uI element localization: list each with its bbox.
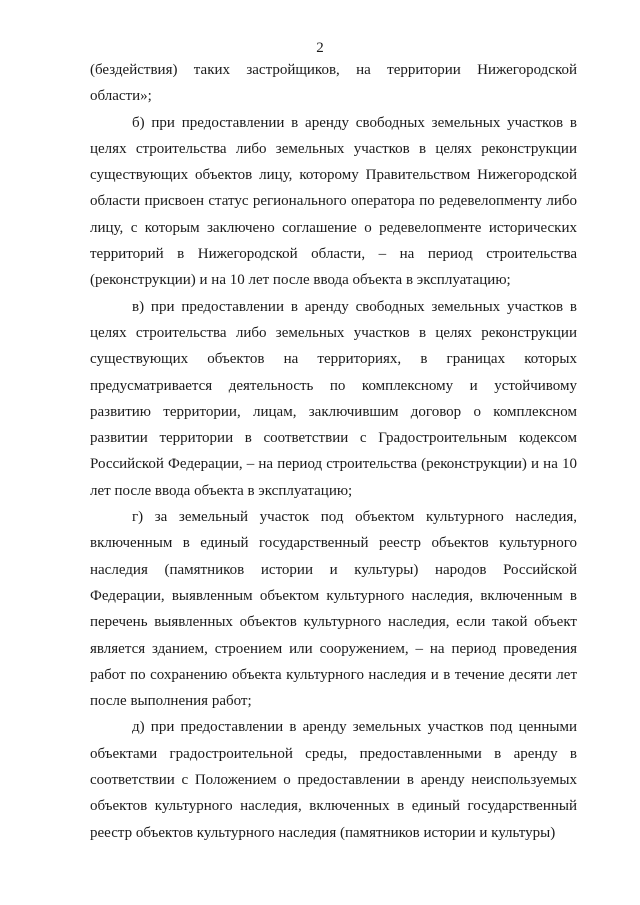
paragraph-item-d: д) при предоставлении в аренду земельных участков под ценными объектами градостроительной среды, предоставленными в аренду в соответствии с Положением о предоставлении в аренду неиспользуемых объектов культурного наследия, включенных в единый государственный реестр объектов культурного наследия (памятников истории и культуры) [90, 719, 577, 841]
paragraph-item-v: в) при предоставлении в аренду свободных земельных участков в целях строительства либо земельных участков в целях реконструкции существующих объектов на территориях, в границах которых предусматривается деятельность по комплексному и устойчивому развитию территории, лицам, заключившим договор о комплексном развитии территории в соответствии с Градостроительным кодексом Российской Федерации, – на период строительства (реконструкции) и на 10 лет после ввода объекта в эксплуатацию; [90, 298, 577, 499]
paragraph-item-g: г) за земельный участок под объектом культурного наследия, включенным в единый государственный реестр объектов культурного наследия (памятников истории и культуры) народов Российской Федерации, выявленным объектом культурного наследия, включенным в перечень выявленных объектов культурного наследия, если такой объект является зданием, строением или сооружением, – на период проведения работ по сохранению объекта культурного наследия и в течение десяти лет после выполнения работ; [90, 509, 577, 710]
paragraph-continuation: (бездействия) таких застройщиков, на территории Нижегородской области»; [90, 62, 577, 105]
paragraph-item-b: б) при предоставлении в аренду свободных земельных участков в целях строительства либо земельных участков в целях реконструкции существующих объектов лицу, которому Правительством Нижегородской области присвоен статус регионального оператора по редевелопменту либо лицу, с которым заключено соглашение о редевелопменте исторических территорий в Нижегородской области, – на период строительства (реконструкции) и на 10 лет после ввода объекта в эксплуатацию; [90, 114, 577, 289]
page-number: 2 [316, 40, 324, 56]
document-body [90, 57, 577, 846]
